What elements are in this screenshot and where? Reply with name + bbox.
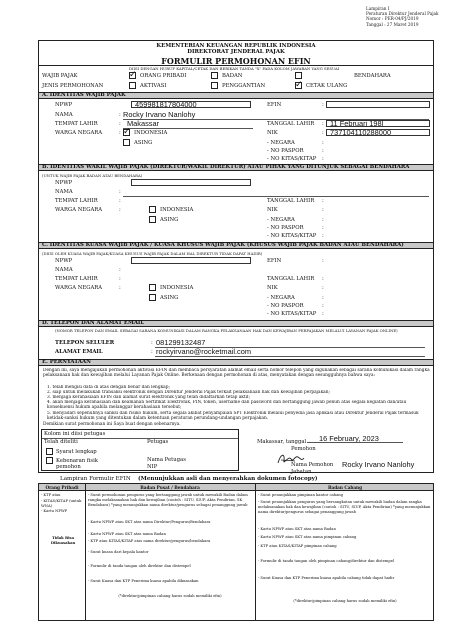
- indonesia-checkbox[interactable]: [149, 284, 156, 291]
- form-title: FORMULIR PERMOHONAN EFIN: [161, 56, 311, 66]
- list-item: - Formulir di tanda tangan oleh direktur dan distempel: [88, 564, 191, 568]
- colon: :: [322, 207, 324, 213]
- asing-label: ASING: [160, 217, 179, 223]
- badan-label: BADAN: [222, 73, 243, 79]
- aktivasi-label: AKTIVASI: [140, 83, 167, 89]
- section-e-header: E. PERNYATAAN: [39, 359, 433, 366]
- list-item: (*direktur/pimpinan cabang harus sudah memiliki efin): [118, 594, 222, 598]
- indonesia-label: INDONESIA: [134, 130, 168, 136]
- lampiran-line: Peraturan Direktur Jenderal Pajak: [366, 11, 439, 17]
- lampiran-reference: [366, 6, 439, 27]
- aktivasi-checkbox[interactable]: [129, 82, 136, 89]
- no-paspor-label: - NO PASPOR: [267, 225, 304, 231]
- nama-label: NAMA: [55, 189, 73, 195]
- pernyataan-closing: Demikian surat permohonan ini Saya buat dengan sebenarnya.: [43, 422, 181, 427]
- kebenaran-fisik-label: Kebenaran fisik: [56, 458, 98, 464]
- nama-label: NAMA: [55, 267, 73, 273]
- colon: :: [322, 156, 324, 162]
- pernyataan-intro: Dengan ini, saya mengajukan permohonan aktivasi EFIN dan membaca persyaratan alamat email serta nomor telepon yang digunakan sebagai sarana komunikasi dalam rangka pelaksanaan hak dan kewajiban melalui Layanan Pajak Online. Berkenaan dengan permohonan di atas, menyatakan dengan sesungguhnya bahwa saya:: [43, 368, 430, 379]
- colon: :: [119, 285, 121, 291]
- nik-label: NIK: [267, 285, 278, 291]
- place-date-label: Makassar, tanggal: [257, 439, 307, 445]
- no-paspor-label: - NO PASPOR: [267, 148, 304, 154]
- no-kitas-label: - NO KITAS/KITAP: [267, 156, 317, 162]
- npwp-label: NPWP: [55, 258, 73, 264]
- section-c-subtitle: (DIISI OLEH KUASA WAJIB PAJAK/KUASA KHUSUS WAJIB PAJAK DALAM HAL DIREKTUR TIDAK DAPAT HADIR): [42, 251, 263, 256]
- colon: :: [151, 349, 153, 355]
- nama-label: NAMA: [55, 112, 73, 118]
- indonesia-checkbox[interactable]: [149, 206, 156, 213]
- list-item: (*direktur/pimpinan cabang harus sudah memiliki efin): [293, 599, 397, 603]
- directorate-heading: DIREKTORAT JENDERAL PAJAK: [187, 49, 285, 55]
- tempat-lahir-value: Makassar: [127, 119, 160, 128]
- cetak-ulang-label: CETAK ULANG: [306, 83, 348, 89]
- tanggal-lahir-label: TANGGAL LAHIR: [267, 276, 315, 282]
- badan-checkbox[interactable]: [211, 72, 218, 79]
- warga-negara-label: WARGA NEGARA: [55, 130, 103, 136]
- officer-box: [41, 429, 239, 471]
- col-orang-pribadi-header: Orang Pribadi: [45, 485, 79, 490]
- orang-pribadi-label: ORANG PRIBADI: [140, 73, 187, 79]
- colon: :: [322, 225, 324, 231]
- date-underline: [307, 442, 403, 443]
- tanggal-lahir-label: TANGGAL LAHIR: [267, 198, 315, 204]
- list-item: - Surat kuasa dari kepala kantor: [88, 550, 149, 554]
- list-item: - Surat penunjukkan pengurus yang bersangkutan untuk mewakili badan dalam rangka melaksanakan hak dan kewajiban (contoh : SITU, SIUP, Akta Pendirian) *yang menunjukkan nama direktur/pengurus sebagai penanggung jawab: [258, 500, 431, 514]
- colon: :: [322, 148, 324, 154]
- colon: :: [119, 112, 121, 118]
- signature-date: 16 February, 2023: [319, 434, 379, 443]
- column-divider: [85, 484, 86, 620]
- check-mark-icon: ✓: [129, 70, 137, 80]
- ministry-heading: KEMENTERIAN KEUANGAN REPUBLIK INDONESIA: [156, 43, 316, 49]
- check-mark-icon: ✓: [123, 127, 131, 137]
- list-item: - Surat permohonan pengurus yang bertanggung jawab untuk mewakili Badan dalam rangka melaksanakan hak dan kewajiban (contoh : SITU, SIUP, Akta Pendirian, SK Bendahara) *yang menunjukkan nama direktur/pengurus sebagai penanggung jawab: [88, 493, 248, 507]
- efin-label: EFIN: [267, 258, 282, 264]
- colon: :: [119, 130, 121, 136]
- tempat-lahir-label: TEMPAT LAHIR: [55, 121, 98, 127]
- no-kitas-label: - NO KITAS/KITAP: [267, 233, 317, 239]
- tidak-bisa-dikuasakan: Tidak Bisa Dikuasakan: [50, 536, 76, 545]
- asing-label: ASING: [160, 295, 179, 301]
- warga-negara-label: WARGA NEGARA: [55, 285, 103, 291]
- column-divider: [255, 484, 256, 620]
- tempat-lahir-label: TEMPAT LAHIR: [55, 198, 98, 204]
- efin-label: EFIN: [267, 102, 282, 108]
- list-item: - KTP atau KITAS/KITAP atas nama direktur/pengurus/bendahara: [88, 539, 211, 543]
- section-b-header: B. IDENTITAS WAKIL WAJIB PAJAK (DIREKTUR/WAKIL DIREKTUR) ATAU PIHAK YANG DITUNJUK SEBAGAI BENDAHARA: [39, 164, 433, 171]
- tanggal-lahir-label: TANGGAL LAHIR: [267, 121, 315, 127]
- list-item: - Surat penunjukkan pimpinan kantor cabang: [258, 493, 344, 497]
- telepon-value: 081299132487: [156, 338, 206, 347]
- colon: :: [322, 311, 324, 317]
- lampiran-line: Nomor : PER-04/PJ/2019: [366, 16, 419, 22]
- section-c-header: C. IDENTITAS KUASA WAJIB PAJAK / KUASA KHUSUS WAJIB PAJAK (KHUSUS WAJIB PAJAK BADAN ATAU BENDAHARA): [39, 242, 433, 249]
- efin-form: [38, 40, 434, 473]
- pemohon-label: pemohon: [56, 464, 81, 470]
- colon: :: [119, 207, 121, 213]
- list-item: - KTP atau: [41, 493, 61, 497]
- colon: :: [322, 121, 324, 127]
- colon: :: [322, 233, 324, 239]
- tanggal-lahir-value: 11 Februari 198l: [330, 119, 384, 128]
- npwp-label: NPWP: [55, 180, 73, 186]
- negara-label: - NEGARA: [267, 217, 295, 223]
- wajib-pajak-label: WAJIB PAJAK: [42, 73, 78, 79]
- nik-label: NIK: [267, 130, 278, 136]
- asing-checkbox[interactable]: [149, 216, 156, 223]
- no-kitas-label: - NO KITAS/KITAP: [267, 311, 317, 317]
- section-b-subtitle: (UNTUK WAJIB PAJAK BADAN ATAU BENDAHARA): [42, 173, 143, 178]
- telepon-label: TELEPON SELULER: [55, 340, 115, 346]
- pernyataan-item: 5. menyadari sepenuhnya sanksi dan risiko hukum, serta segala akibat penyampaian SPT Elektronik melalui penyedia jasa aplikasi atau Direktur Jenderal Pajak termasuk ketidak-sanksi hukum yang ditentukan dalam ketentuan peraturan perundang-undangan perpajakan.: [47, 411, 419, 422]
- penggantian-label: PENGGANTIAN: [222, 83, 266, 89]
- list-item: - Kartu NPWP: [41, 509, 68, 513]
- colon: :: [119, 189, 121, 195]
- lampiran-requirements-table: [38, 483, 434, 621]
- indonesia-label: INDONESIA: [160, 285, 194, 291]
- col-badan-cabang-header: Badan Cabang: [327, 485, 363, 490]
- table-header-row: [39, 484, 433, 491]
- npwp-field[interactable]: [131, 179, 251, 186]
- asing-checkbox[interactable]: [149, 294, 156, 301]
- indonesia-label: INDONESIA: [160, 207, 194, 213]
- lampiran-heading-prefix: Lampiran Formulir EFIN: [60, 476, 131, 482]
- email-label: ALAMAT EMAIL: [55, 349, 103, 355]
- kebenaran-fisik-checkbox[interactable]: [46, 457, 53, 464]
- jenis-permohonan-label: JENIS PERMOHONAN: [42, 83, 104, 89]
- nama-value: Rocky Irvano Nanlohy: [123, 110, 196, 119]
- npwp-label: NPWP: [55, 102, 73, 108]
- penggantian-checkbox[interactable]: [211, 82, 218, 89]
- list-item: - Kartu NPWP atau SKT atas nama Direktur/Pengurus/Bendahara: [88, 520, 211, 524]
- syarat-lengkap-label: Syarat lengkap: [56, 449, 97, 455]
- pernyataan-item: 3. menjaga kerahasiaan EFIN dan alamat surat elektronik yang telah didaftarkan tetap aktif;: [47, 395, 251, 400]
- npwp-value: 459981817804000: [135, 100, 197, 109]
- pemohon-label: Pemohon: [291, 446, 316, 452]
- petugas-label: Petugas: [147, 439, 169, 445]
- pernyataan-item: 4. akan menjaga kerahasiaan dan keamanan Sertifikat Elektronik, PIN, token, username dan password dan bertanggung jawab penuh atas segala kegiatan dan/atau konsekuensi hukum apabila melanggar kerahasiaan tersebut;: [47, 400, 407, 411]
- no-paspor-label: - NO PASPOR: [267, 303, 304, 309]
- section-d-header: D. TELEPON DAN ALAMAT EMAIL: [39, 320, 433, 327]
- check-mark-icon: ✓: [295, 80, 303, 90]
- fill-instruction: DIISI DENGAN HURUF KAPITAL/CETAK DAN BERIKAN TANDA "X" PADA KOLOM JAWABAN YANG SESUAI: [129, 66, 340, 71]
- colon: :: [322, 303, 324, 309]
- list-item: - Kartu NPWP atau SKT atas nama Badan: [88, 532, 166, 536]
- colon: :: [322, 295, 324, 301]
- npwp-field[interactable]: [131, 257, 251, 264]
- colon: :: [119, 198, 121, 204]
- nik-label: NIK: [267, 207, 278, 213]
- email-value: rockyirvano@rocketmail.com: [156, 347, 251, 356]
- list-item: - Surat Kuasa dan KTP Penerima kuasa apabila cabang tidak dapat hadir: [258, 576, 395, 580]
- nama-petugas-label: Nama Petugas: [147, 457, 186, 463]
- pernyataan-item: 1. telah mengisi data di atas dengan benar dan lengkap;: [47, 385, 170, 390]
- colon: :: [322, 140, 324, 146]
- section-d-note: (NOMOR TELEPON DAN EMAIL SEBAGAI SARANA KOMUNIKASI DALAM RANGKA PELAKSANAAN HAK DAN KEWAJIBAN PERPAJAKAN MELALUI LAYANAN PAJAK ONLINE): [55, 328, 398, 333]
- section-a-header: A. IDENTITAS WAJIB PAJAK: [39, 92, 433, 99]
- list-item: - KITAS/KITAP (untuk WNA): [41, 499, 82, 508]
- nama-pemohon-value: Rocky Irvano Nanlohy: [342, 460, 415, 469]
- tempat-underline: [123, 128, 253, 129]
- colon: :: [322, 130, 324, 136]
- jabatan-label: Jabatan: [291, 469, 312, 475]
- colon: :: [119, 121, 121, 127]
- efin-field[interactable]: [326, 101, 430, 108]
- lampiran-line: Tanggal : 27 Maret 2019: [366, 21, 419, 27]
- warga-negara-label: WARGA NEGARA: [55, 207, 103, 213]
- negara-label: - NEGARA: [267, 140, 295, 146]
- colon: :: [322, 198, 324, 204]
- list-item: - Surat Kuasa dan KTP Penerima kuasa apabila dikuasakan: [88, 579, 199, 583]
- syarat-lengkap-checkbox[interactable]: [46, 448, 53, 455]
- bendahara-label: BENDAHARA: [354, 73, 391, 79]
- nik-value: 737104110288000: [330, 128, 392, 137]
- list-item: - Kartu NPWP atau SKT atas nama pimpinan cabang: [258, 535, 357, 539]
- list-item: - Kartu NPWP atau SKT atas nama Badan: [258, 527, 336, 531]
- negara-label: - NEGARA: [267, 295, 295, 301]
- list-item: - Formulir di tanda tangan oleh pimpinan cabang/direktur dan distempel: [258, 559, 395, 563]
- tempat-lahir-label: TEMPAT LAHIR: [55, 276, 98, 282]
- telah-diteliti-label: Telah diteliti: [44, 439, 78, 445]
- nama-underline: [123, 196, 429, 197]
- colon: :: [119, 267, 121, 273]
- lampiran-heading-bold: (Menunjukkan asli dan menyerahkan dokumen fotocopy): [138, 476, 318, 482]
- pernyataan-item: 2. siap untuk melakukan transaksi elektronik dengan Direktur Jenderal Pajak terkait pelaksanaan hak dan kewajiban perpajakan;: [47, 390, 330, 395]
- email-underline: [155, 356, 425, 357]
- colon: :: [119, 276, 121, 282]
- colon: :: [322, 285, 324, 291]
- col-badan-pusat-header: Badan Pusat / Bendahara: [140, 485, 200, 490]
- officer-title: Kolom ini diisi petugas: [44, 431, 106, 437]
- nama-pemohon-label: Nama Pemohon: [291, 462, 334, 468]
- asing-checkbox[interactable]: [123, 139, 130, 146]
- nip-label: NIP: [147, 464, 158, 470]
- colon: :: [322, 276, 324, 282]
- asing-label: ASING: [134, 140, 153, 146]
- lampiran-line: Lampiran I: [366, 6, 390, 11]
- bendahara-checkbox[interactable]: [295, 72, 302, 79]
- colon: :: [151, 340, 153, 346]
- colon: :: [322, 217, 324, 223]
- colon: :: [322, 102, 324, 108]
- colon: :: [322, 258, 324, 264]
- list-item: - KTP atau KITAS/KITAP pimpinan cabang: [258, 544, 337, 548]
